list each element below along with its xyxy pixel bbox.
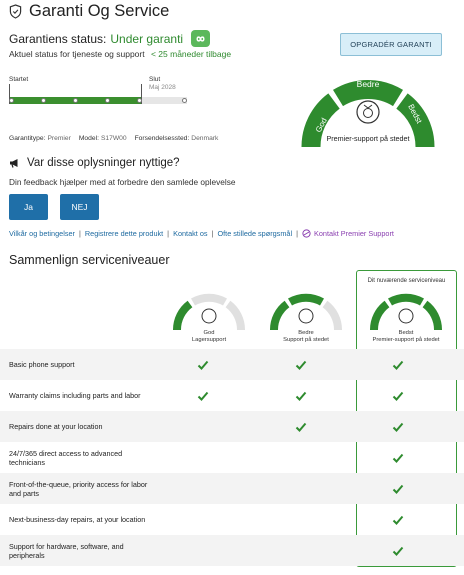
check-icon — [392, 390, 404, 402]
service-level-bedst — [361, 290, 451, 344]
timeline-end-date: Maj 2028 — [149, 84, 176, 91]
feature-row — [0, 349, 464, 380]
product-meta — [9, 135, 218, 142]
feedback-no-button[interactable]: NEJ — [60, 194, 99, 220]
meta-warranty-type: Garantitype: Premier — [9, 135, 71, 142]
feedback-subtitle: Din feedback hjælper med at forbedre den samlede oplevelse — [9, 177, 236, 187]
warranty-status — [9, 30, 210, 47]
link-premier-support[interactable]: Kontakt Premier Support — [302, 229, 394, 238]
level-description: Lagersupport — [191, 337, 227, 343]
check-icon — [197, 359, 209, 371]
timeline-dot — [9, 98, 14, 103]
gauge-segment — [177, 304, 190, 330]
level-gauge — [366, 290, 446, 330]
check-icon — [392, 421, 404, 433]
feature-label: Support for hardware, software, and peripherals — [9, 541, 124, 560]
timeline-dot — [41, 98, 46, 103]
check-icon — [392, 452, 404, 464]
service-level-god — [164, 290, 254, 344]
page-header — [9, 2, 169, 21]
page-title: Garanti Og Service — [29, 2, 170, 20]
infinity-cloud-icon — [191, 30, 210, 47]
link-register-product[interactable]: Registrere dette produkt — [84, 229, 164, 238]
feature-label: Repairs done at your location — [9, 422, 103, 431]
level-name: Bedst — [398, 330, 414, 336]
check-icon — [392, 545, 404, 557]
feedback-yes-button[interactable]: Ja — [9, 194, 48, 220]
feature-label: Warranty claims including parts and labor — [9, 391, 141, 400]
feature-row — [0, 473, 464, 504]
check-icon — [295, 359, 307, 371]
gauge-segment — [274, 304, 287, 330]
link-faq[interactable]: Ofte stillede spørgsmål — [217, 229, 293, 238]
check-icon — [392, 483, 404, 495]
gauge-segment — [290, 298, 322, 302]
level-icon — [202, 309, 216, 323]
feedback-heading — [9, 157, 180, 169]
timeline-dot — [105, 98, 110, 103]
premium-support-icon — [357, 101, 379, 123]
link-contact[interactable]: Kontakt os — [173, 229, 208, 238]
gauge-segment — [390, 298, 422, 302]
check-icon — [295, 390, 307, 402]
level-description: Premier-support på stedet — [372, 337, 440, 343]
level-icon — [399, 309, 413, 323]
timeline-dot — [73, 98, 78, 103]
feature-row — [0, 535, 464, 566]
level-icon — [299, 309, 313, 323]
footer-links: Vilkår og betingelser | Registrere dette produkt | Kontakt os | Ofte stillede spørgsmål | Kontakt Premier Support — [9, 229, 394, 238]
level-gauge — [169, 290, 249, 330]
timeline-end-label: Slut — [149, 76, 161, 83]
feature-label: Next-business-day repairs, at your location — [9, 515, 146, 524]
feature-row — [0, 442, 464, 473]
level-name: Bedre — [298, 330, 314, 336]
check-icon — [197, 390, 209, 402]
level-description: Support på stedet — [283, 337, 329, 343]
gauge-segment — [228, 304, 241, 330]
gauge-segment-better: Bedre — [356, 79, 380, 89]
status-label: Garantiens status: — [9, 31, 107, 46]
status-sub-label: Aktuel status for tjeneste og support — [9, 49, 145, 59]
feature-label: 24/7/365 direct access to advanced technicians — [9, 448, 123, 467]
service-level-bedre — [261, 290, 351, 344]
megaphone-icon — [9, 158, 20, 168]
feature-label: Front-of-the-queue, priority access for labor and parts — [9, 479, 148, 498]
compare-title: Sammenlign serviceniveauer — [9, 253, 170, 267]
remaining-time: < 25 måneder tilbage — [150, 49, 232, 59]
warranty-timeline — [9, 74, 199, 114]
feedback-title: Var disse oplysninger nyttige? — [27, 157, 180, 169]
service-level-gauge — [298, 75, 438, 147]
premier-support-icon — [302, 229, 311, 238]
gauge-segment — [193, 298, 225, 302]
status-subtitle — [9, 49, 231, 59]
gauge-segment — [425, 304, 438, 330]
upgrade-warranty-button[interactable]: OPGRADÉR GARANTI — [340, 33, 442, 56]
timeline-start-label: Startet — [9, 76, 29, 83]
meta-model: Model: S17W00 — [78, 135, 127, 142]
level-gauge — [266, 290, 346, 330]
check-icon — [392, 359, 404, 371]
status-value: Under garanti — [110, 31, 184, 46]
timeline-dot — [137, 98, 142, 103]
feature-row — [0, 380, 464, 411]
level-name: God — [203, 330, 215, 336]
timeline-dot — [182, 98, 187, 103]
feature-row — [0, 504, 464, 535]
gauge-segment — [325, 304, 338, 330]
gauge-caption: Premier-support på stedet — [326, 134, 410, 143]
current-level-label: Dit nuværende serviceniveau — [367, 278, 446, 284]
gauge-segment-best: Bedst — [406, 102, 424, 126]
link-terms[interactable]: Vilkår og betingelser — [9, 229, 75, 238]
check-icon — [295, 421, 307, 433]
feature-row — [0, 411, 464, 442]
gauge-segment — [374, 304, 387, 330]
gauge-segment-good: God — [313, 116, 329, 134]
feature-label: Basic phone support — [9, 360, 75, 369]
meta-ship-location: Forsendelsessted: Denmark — [134, 135, 219, 142]
check-icon — [392, 514, 404, 526]
shield-icon — [9, 4, 22, 19]
